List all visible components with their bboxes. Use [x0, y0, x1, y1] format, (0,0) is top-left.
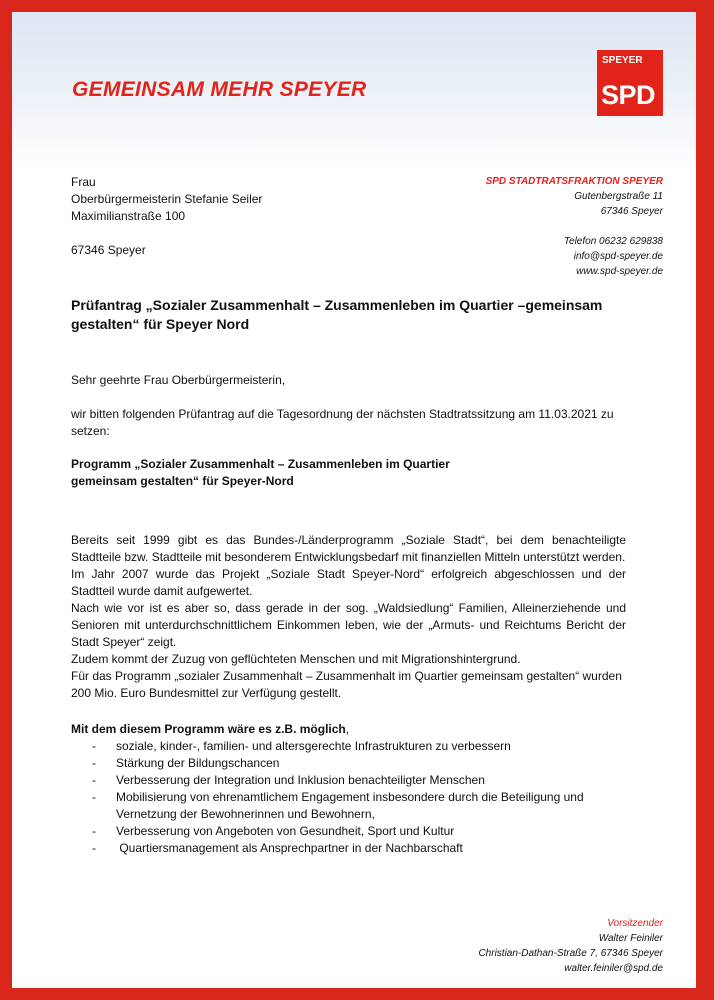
recipient-address — [71, 174, 262, 259]
list-item: - Mobilisierung von ehrenamtlichem Engagement insbesondere durch die Beteiligung und Vernetzung der Bewohnerinnen und Bewohnern, — [71, 789, 626, 823]
spd-logo — [597, 50, 663, 116]
paragraph: Bereits seit 1999 gibt es das Bundes-/Länderprogramm „Soziale Stadt“, bei dem benachteiligte Stadtteile bzw. Stadtteile mit besonderem Entwicklungsbedarf mit finanziellen Mitteln unterstützt werden. — [71, 533, 626, 564]
list-title-comma: , — [345, 722, 350, 736]
goals-list — [71, 738, 626, 857]
program-title-line1: Programm „Sozialer Zusammenhalt – Zusammenleben im Quartier — [71, 457, 450, 471]
chair-email: walter.feiniler@spd.de — [564, 963, 663, 974]
logo-party: SPD — [601, 80, 656, 110]
list-title — [71, 721, 626, 738]
recipient-salutation: Frau — [71, 175, 96, 189]
program-title-line2: gemeinsam gestalten“ für Speyer-Nord — [71, 474, 294, 488]
sender-web: www.spd-speyer.de — [576, 266, 663, 277]
chair-address: Christian-Dathan-Straße 7, 67346 Speyer — [478, 948, 663, 959]
sender-block — [486, 174, 663, 279]
list-title-text: Mit dem diesem Programm wäre es z.B. möglich — [71, 722, 346, 736]
slogan: GEMEINSAM MEHR SPEYER — [72, 78, 367, 101]
intro-paragraph: wir bitten folgenden Prüfantrag auf die Tagesordnung der nächsten Stadtratssitzung am 11.03.2021 zu setzen: — [71, 407, 614, 438]
chair-role: Vorsitzender — [607, 918, 663, 929]
paragraph: Zudem kommt der Zuzug von geflüchteten Menschen und mit Migrationshintergrund. — [71, 652, 521, 666]
sender-city: 67346 Speyer — [600, 206, 663, 217]
letter-page — [12, 12, 696, 988]
list-item: - Stärkung der Bildungschancen — [71, 755, 626, 772]
sender-street: Gutenbergstraße 11 — [574, 191, 663, 202]
sender-org: SPD STADTRATSFRAKTION SPEYER — [485, 176, 663, 187]
logo-city: SPEYER — [602, 55, 643, 66]
letter-subject: Prüfantrag „Sozialer Zusammenhalt – Zusammenleben im Quartier –gemeinsam gestalten“ für Speyer Nord — [71, 297, 603, 332]
recipient-city: 67346 Speyer — [71, 243, 146, 257]
recipient-street: Maximilianstraße 100 — [71, 209, 186, 223]
sender-email: info@spd-speyer.de — [573, 251, 663, 262]
paragraph: Im Jahr 2007 wurde das Projekt „Soziale Stadt Speyer-Nord“ erfolgreich abgeschlossen und der Stadtteil wurde damit aufgewertet. — [71, 567, 626, 598]
program-title — [71, 456, 626, 490]
recipient-name: Oberbürgermeisterin Stefanie Seiler — [71, 192, 263, 206]
chair-name: Walter Feiniler — [598, 933, 663, 944]
paragraph: Nach wie vor ist es aber so, dass gerade in der sog. „Waldsiedlung“ Familien, Alleinerziehende und Senioren mit unterdurchschnittlichem Einkommen leben, wie der „Armuts- und Reichtums Bericht der Stadt Speyer“ zeigt. — [71, 601, 626, 649]
sender-phone: Telefon 06232 629838 — [563, 236, 663, 247]
list-item: - Verbesserung von Angeboten von Gesundheit, Sport und Kultur — [71, 823, 626, 840]
chair-block — [478, 916, 663, 976]
list-item: - soziale, kinder-, familien- und altersgerechte Infrastrukturen zu verbessern — [71, 738, 626, 755]
letter-body — [71, 372, 626, 857]
list-item: - Verbesserung der Integration und Inklusion benachteiligter Menschen — [71, 772, 626, 789]
list-item: - Quartiersmanagement als Ansprechpartner in der Nachbarschaft — [71, 840, 626, 857]
greeting: Sehr geehrte Frau Oberbürgermeisterin, — [71, 373, 286, 387]
paragraph: Für das Programm „sozialer Zusammenhalt – Zusammenhalt im Quartier gemeinsam gestalten“ wurden 200 Mio. Euro Bundesmittel zur Verfügung gestellt. — [71, 669, 622, 700]
